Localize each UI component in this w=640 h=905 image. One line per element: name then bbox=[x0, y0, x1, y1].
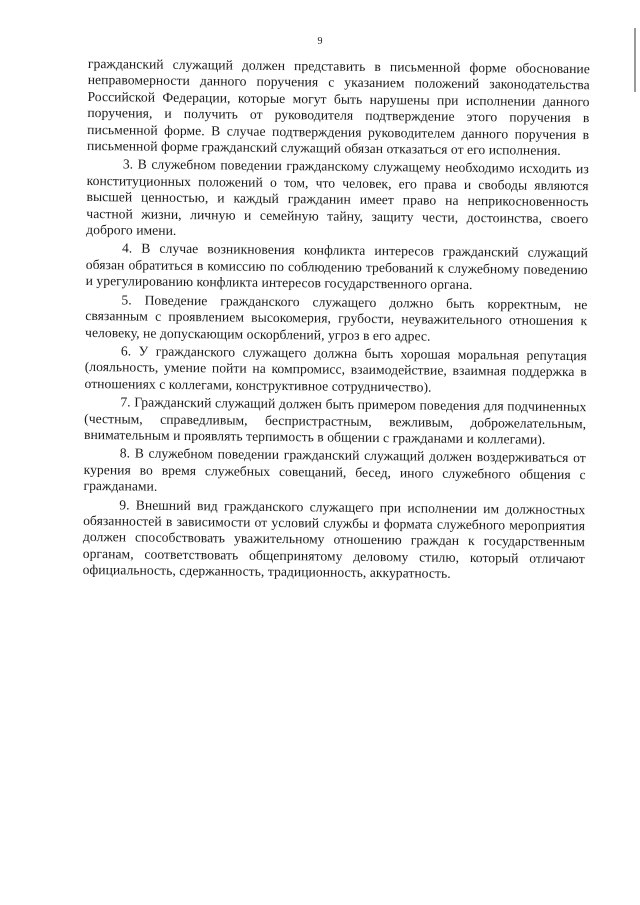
paragraph-item-9: 9. Внешний вид гражданского служащего при исполнении им должностных обязанностей в зависимости от условий службы и формата служебного мероприятия должен способствовать уважительному отношению граждан к государственным органам, соответствовать общепринятому деловому стилю, который отличают официальность, сдержанность, традиционность, аккуратность. bbox=[82, 496, 586, 582]
paragraph-item-3: 3. В служебном поведении гражданскому служащему необходимо исходить из конституционных положений о том, что человек, его права и свободы являются высшей ценностью, и каждый гражданин имеет право на неприкосновенность частной жизни, личную и семейную тайну, защиту чести, достоинства, своего доброго имени. bbox=[86, 156, 589, 238]
paragraph-item-6: 6. У гражданского служащего должна быть хорошая моральная репутация (лояльность, умение пойти на компромисс, взаимодействие, взаимная поддержка в отношениях с коллегами, конструктивное сотрудничество). bbox=[84, 343, 587, 395]
page-number: 9 bbox=[317, 36, 323, 47]
paragraph-item-8: 8. В служебном поведении гражданский служащий должен воздерживаться от курения во время служебных совещаний, бесед, иного служебного общения с гражданами. bbox=[83, 445, 586, 494]
paragraph-item-4: 4. В случае возникновения конфликта интересов гражданский служащий обязан обратиться в комиссию по соблюдению требований к служебному поведению и урегулированию конфликта интересов государственного органа. bbox=[85, 240, 589, 293]
paragraph-item-7: 7. Гражданский служащий должен быть примером поведения для подчиненных (честным, справедливым, беспристрастным, вежливым, доброжелательным, внимательным и проявлять терпимость в общении с гражданами и коллегами). bbox=[83, 394, 587, 447]
document-body bbox=[83, 56, 590, 586]
paragraph-continuation: гражданский служащий должен представить в письменной форме обоснование неправомерности данного поручения с указанием положений законодательства Российской Федерации, которые могут быть нарушены при исполнении данного поручения, и получить от руководителя подтверждение этого поручения в письменной форме. В случае подтверждения руководителем данного поручения в письменной форме гражданский служащий обязан отказаться от его исполнения. bbox=[86, 56, 590, 158]
paragraph-item-5: 5. Поведение гражданского служащего должно быть корректным, не связанным с проявлением высокомерия, грубости, неуважительного отношения к человеку, не допускающим оскорблений, угроз в его адрес. bbox=[85, 292, 588, 344]
